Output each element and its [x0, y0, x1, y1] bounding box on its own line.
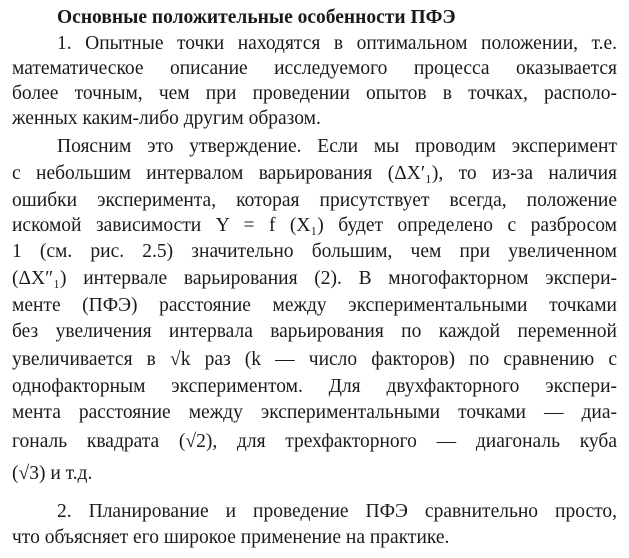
paragraph-line-17: (√3) и т.д.	[12, 463, 93, 484]
paragraph-line-13: увеличивается в √k раз (k — число факторов) по сравнению с	[12, 349, 617, 370]
paragraph-line-9: 1 (см. рис. 2.5) значительно большим, чем при увеличенном	[12, 241, 617, 262]
paragraph-line-12: без увеличения интервала варьирования по каждой переменной	[12, 321, 617, 342]
paragraph-line-18: 2. Планирование и проведение ПФЭ сравнительно просто,	[57, 501, 617, 522]
paragraph-line-10: (ΔX″₁) интервале варьирования (2). В многофакторном экспери-	[12, 268, 617, 289]
paragraph-line-4: женных каким-либо другим образом.	[12, 108, 321, 129]
document-title: Основные положительные особенности ПФЭ	[57, 7, 456, 28]
paragraph-line-6: с небольшим интервалом варьирования (ΔX′₁), то из-за наличия	[12, 163, 617, 184]
paragraph-line-8: искомой зависимости Y = f (X₁) будет определено с разбросом	[12, 215, 617, 236]
paragraph-line-7: ошибки эксперимента, которая присутствует всегда, положение	[12, 190, 617, 211]
paragraph-line-5: Поясним это утверждение. Если мы проводим эксперимент	[57, 136, 617, 157]
paragraph-line-11: менте (ПФЭ) расстояние между экспериментальными точками	[12, 295, 617, 316]
paragraph-line-1: 1. Опытные точки находятся в оптимальном положении, т.е.	[57, 33, 617, 54]
paragraph-line-3: более точным, чем при проведении опытов в точках, располо-	[12, 83, 617, 104]
paragraph-line-15: мента расстояние между экспериментальными точками — диа-	[12, 402, 617, 423]
paragraph-line-14: однофакторным экспериментом. Для двухфакторного экспери-	[12, 376, 617, 397]
paragraph-line-16: гональ квадрата (√2), для трехфакторного — диагональ куба	[12, 431, 617, 452]
paragraph-line-19: что объясняет его широкое применение на практике.	[12, 527, 450, 548]
paragraph-line-2: математическое описание исследуемого процесса оказывается	[12, 58, 617, 79]
